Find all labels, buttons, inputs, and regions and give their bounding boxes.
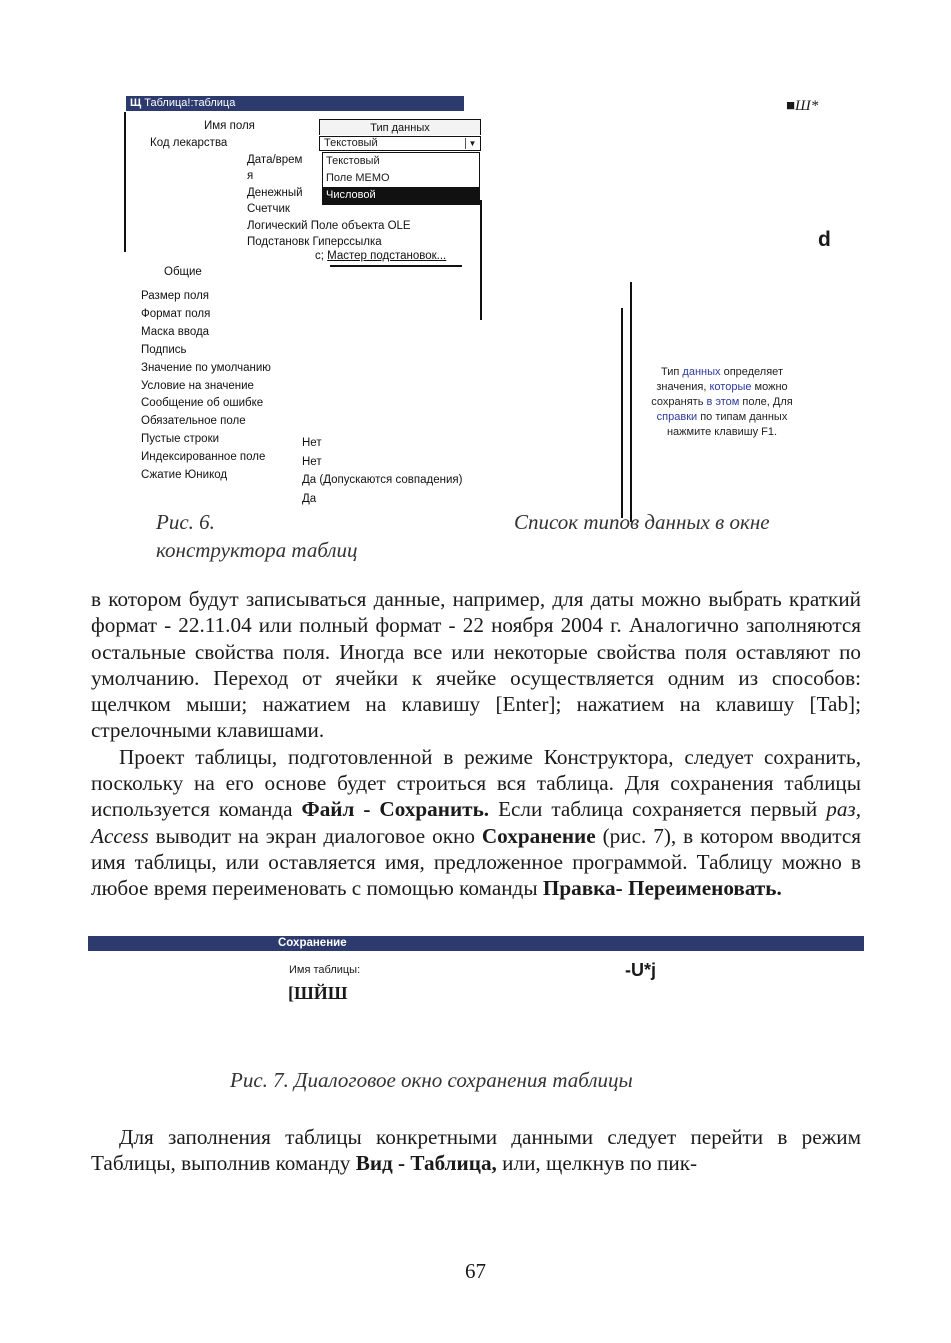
text-run-bold: Файл - Сохранить. bbox=[301, 797, 490, 822]
property-value[interactable]: Нет bbox=[302, 455, 322, 468]
field-code: Код лекарства bbox=[150, 137, 228, 149]
divider-line bbox=[621, 308, 623, 518]
hint-text: данных bbox=[682, 366, 721, 378]
divider-line bbox=[630, 282, 632, 522]
wizard-prefix: с; bbox=[315, 250, 324, 262]
type-item: Гиперссылка bbox=[312, 236, 382, 249]
table-name-field[interactable]: [ШЙШ bbox=[288, 983, 348, 1003]
general-tab[interactable]: Общие bbox=[164, 266, 202, 278]
paragraph-text: в котором будут записываться данные, например, для даты можно выбрать краткий формат - 22.11.04 или полный формат - 22 ноября 2004 г. Аналогично заполняются остальные свойства поля. Иногда все или некоторые свойства поля оставляют по умолчанию. Переход от ячейки к ячейке осуществляется одним из способов: щелчком мыши; нажатием на клавишу [Enter]; нажатием на клавишу [Tab]; стрелочными клавишами. bbox=[91, 587, 861, 743]
text-run-bold: Правка- Переименовать. bbox=[542, 876, 782, 901]
dropdown-item[interactable]: Текстовый bbox=[326, 155, 380, 167]
properties-list bbox=[141, 288, 271, 485]
paragraph-1 bbox=[91, 586, 861, 902]
hint-text: определяет значения, bbox=[656, 366, 783, 393]
type-item: Счетчик bbox=[247, 203, 290, 216]
hint-text: Тип bbox=[661, 366, 683, 378]
table-icon: Щ bbox=[130, 97, 142, 109]
property-label: Условие на значение bbox=[141, 379, 254, 392]
property-label: Сообщение об ошибке bbox=[141, 397, 264, 410]
text-run: или, щелкнув по пик- bbox=[496, 1151, 698, 1176]
left-border bbox=[124, 112, 126, 252]
wizard-underline bbox=[330, 265, 462, 267]
figure6-caption-line2: конструктора таблиц bbox=[156, 538, 358, 562]
property-value[interactable]: Нет bbox=[302, 437, 322, 449]
wizard-link[interactable]: Мастер подстановок... bbox=[327, 250, 447, 262]
property-label: Обязательное поле bbox=[141, 415, 246, 428]
field-name-header: Имя поля bbox=[204, 120, 255, 132]
hint-text: поле, Для bbox=[739, 396, 793, 408]
save-dialog-title: Сохранение bbox=[88, 936, 864, 951]
text-run-italic: раз, Access bbox=[91, 797, 861, 848]
property-label: Подпись bbox=[141, 343, 187, 356]
window-title: Таблица!:таблица bbox=[144, 97, 236, 109]
chevron-down-icon[interactable]: ▼ bbox=[465, 138, 479, 149]
hint-text: можно сохранять bbox=[651, 381, 788, 408]
text-run: Для заполнения таблицы конкретными данными следует перейти в режим Таблицы, выполнив команду bbox=[91, 1125, 861, 1176]
dropdown-item-selected[interactable]: Числовой bbox=[323, 187, 479, 204]
text-run: выводит на экран диалоговое окно bbox=[148, 823, 482, 848]
data-type-combo[interactable] bbox=[319, 136, 481, 151]
figure6-caption-label: Рис. 6. bbox=[156, 510, 215, 534]
property-label: Пустые строки bbox=[141, 433, 220, 446]
text-run: Если таблица сохраняется первый bbox=[489, 797, 827, 822]
type-item: Поле объекта OLE bbox=[310, 219, 411, 232]
data-type-header: Тип данных bbox=[319, 119, 481, 135]
dropdown-item[interactable]: Поле МЕМО bbox=[326, 172, 390, 184]
property-label: Индексированное поле bbox=[141, 451, 266, 464]
type-item: Логический bbox=[247, 219, 308, 232]
property-values bbox=[302, 434, 462, 508]
table-name-label: Имя таблицы: bbox=[289, 964, 361, 976]
corner-mark: ■Ш* bbox=[786, 98, 819, 114]
paragraph-2 bbox=[91, 744, 861, 902]
property-label: Значение по умолчанию bbox=[141, 361, 271, 374]
hint-text: справки bbox=[656, 411, 698, 423]
combo-value: Текстовый bbox=[324, 137, 378, 149]
dialog-mark: -U*j bbox=[625, 960, 656, 980]
figure7-caption: Рис. 7. Диалоговое окно сохранения таблицы bbox=[230, 1068, 633, 1092]
figure6-caption-title: Список типов данных в окне bbox=[514, 510, 770, 534]
type-list bbox=[247, 152, 411, 250]
text-run: (рис. 7), в котором вводится имя таблицы, или оставляется имя, предложенное программой. Таблицу можно в любое время переименовать с помощью команды bbox=[91, 823, 861, 901]
property-value[interactable]: Да (Допускаются совпадения) bbox=[302, 474, 463, 487]
type-item: я bbox=[247, 170, 254, 183]
page-number: 67 bbox=[465, 1259, 486, 1283]
text-run: Проект таблицы, подготовленной в режиме Конструктора, следует сохранить, поскольку на его основе будет строиться вся таблица. Для сохранения таблицы используется команда bbox=[91, 744, 861, 822]
hint-text: в этом bbox=[706, 396, 740, 408]
window-title-bar bbox=[126, 96, 464, 111]
letter-d: d bbox=[818, 228, 831, 251]
property-label: Формат поля bbox=[141, 307, 211, 320]
type-item: Дата/врем bbox=[247, 154, 303, 166]
hint-text: которые bbox=[709, 381, 752, 393]
paragraph-text bbox=[91, 1124, 861, 1177]
property-label: Размер поля bbox=[141, 290, 210, 302]
text-run-bold: Вид - Таблица, bbox=[355, 1151, 497, 1176]
hint-text: по типам данных нажмите клавишу F1. bbox=[666, 411, 788, 438]
wizard-row bbox=[315, 250, 446, 262]
text-run-bold: Сохранение bbox=[481, 823, 596, 848]
type-item: Денежный bbox=[247, 186, 303, 199]
property-label: Сжатие Юникод bbox=[141, 469, 228, 482]
help-hint bbox=[636, 365, 808, 440]
paragraph-3 bbox=[91, 1124, 861, 1177]
property-value[interactable]: Да bbox=[302, 492, 317, 505]
property-label: Маска ввода bbox=[141, 325, 210, 338]
grid-right-border bbox=[480, 200, 482, 320]
type-item: Подстановк bbox=[247, 236, 310, 249]
